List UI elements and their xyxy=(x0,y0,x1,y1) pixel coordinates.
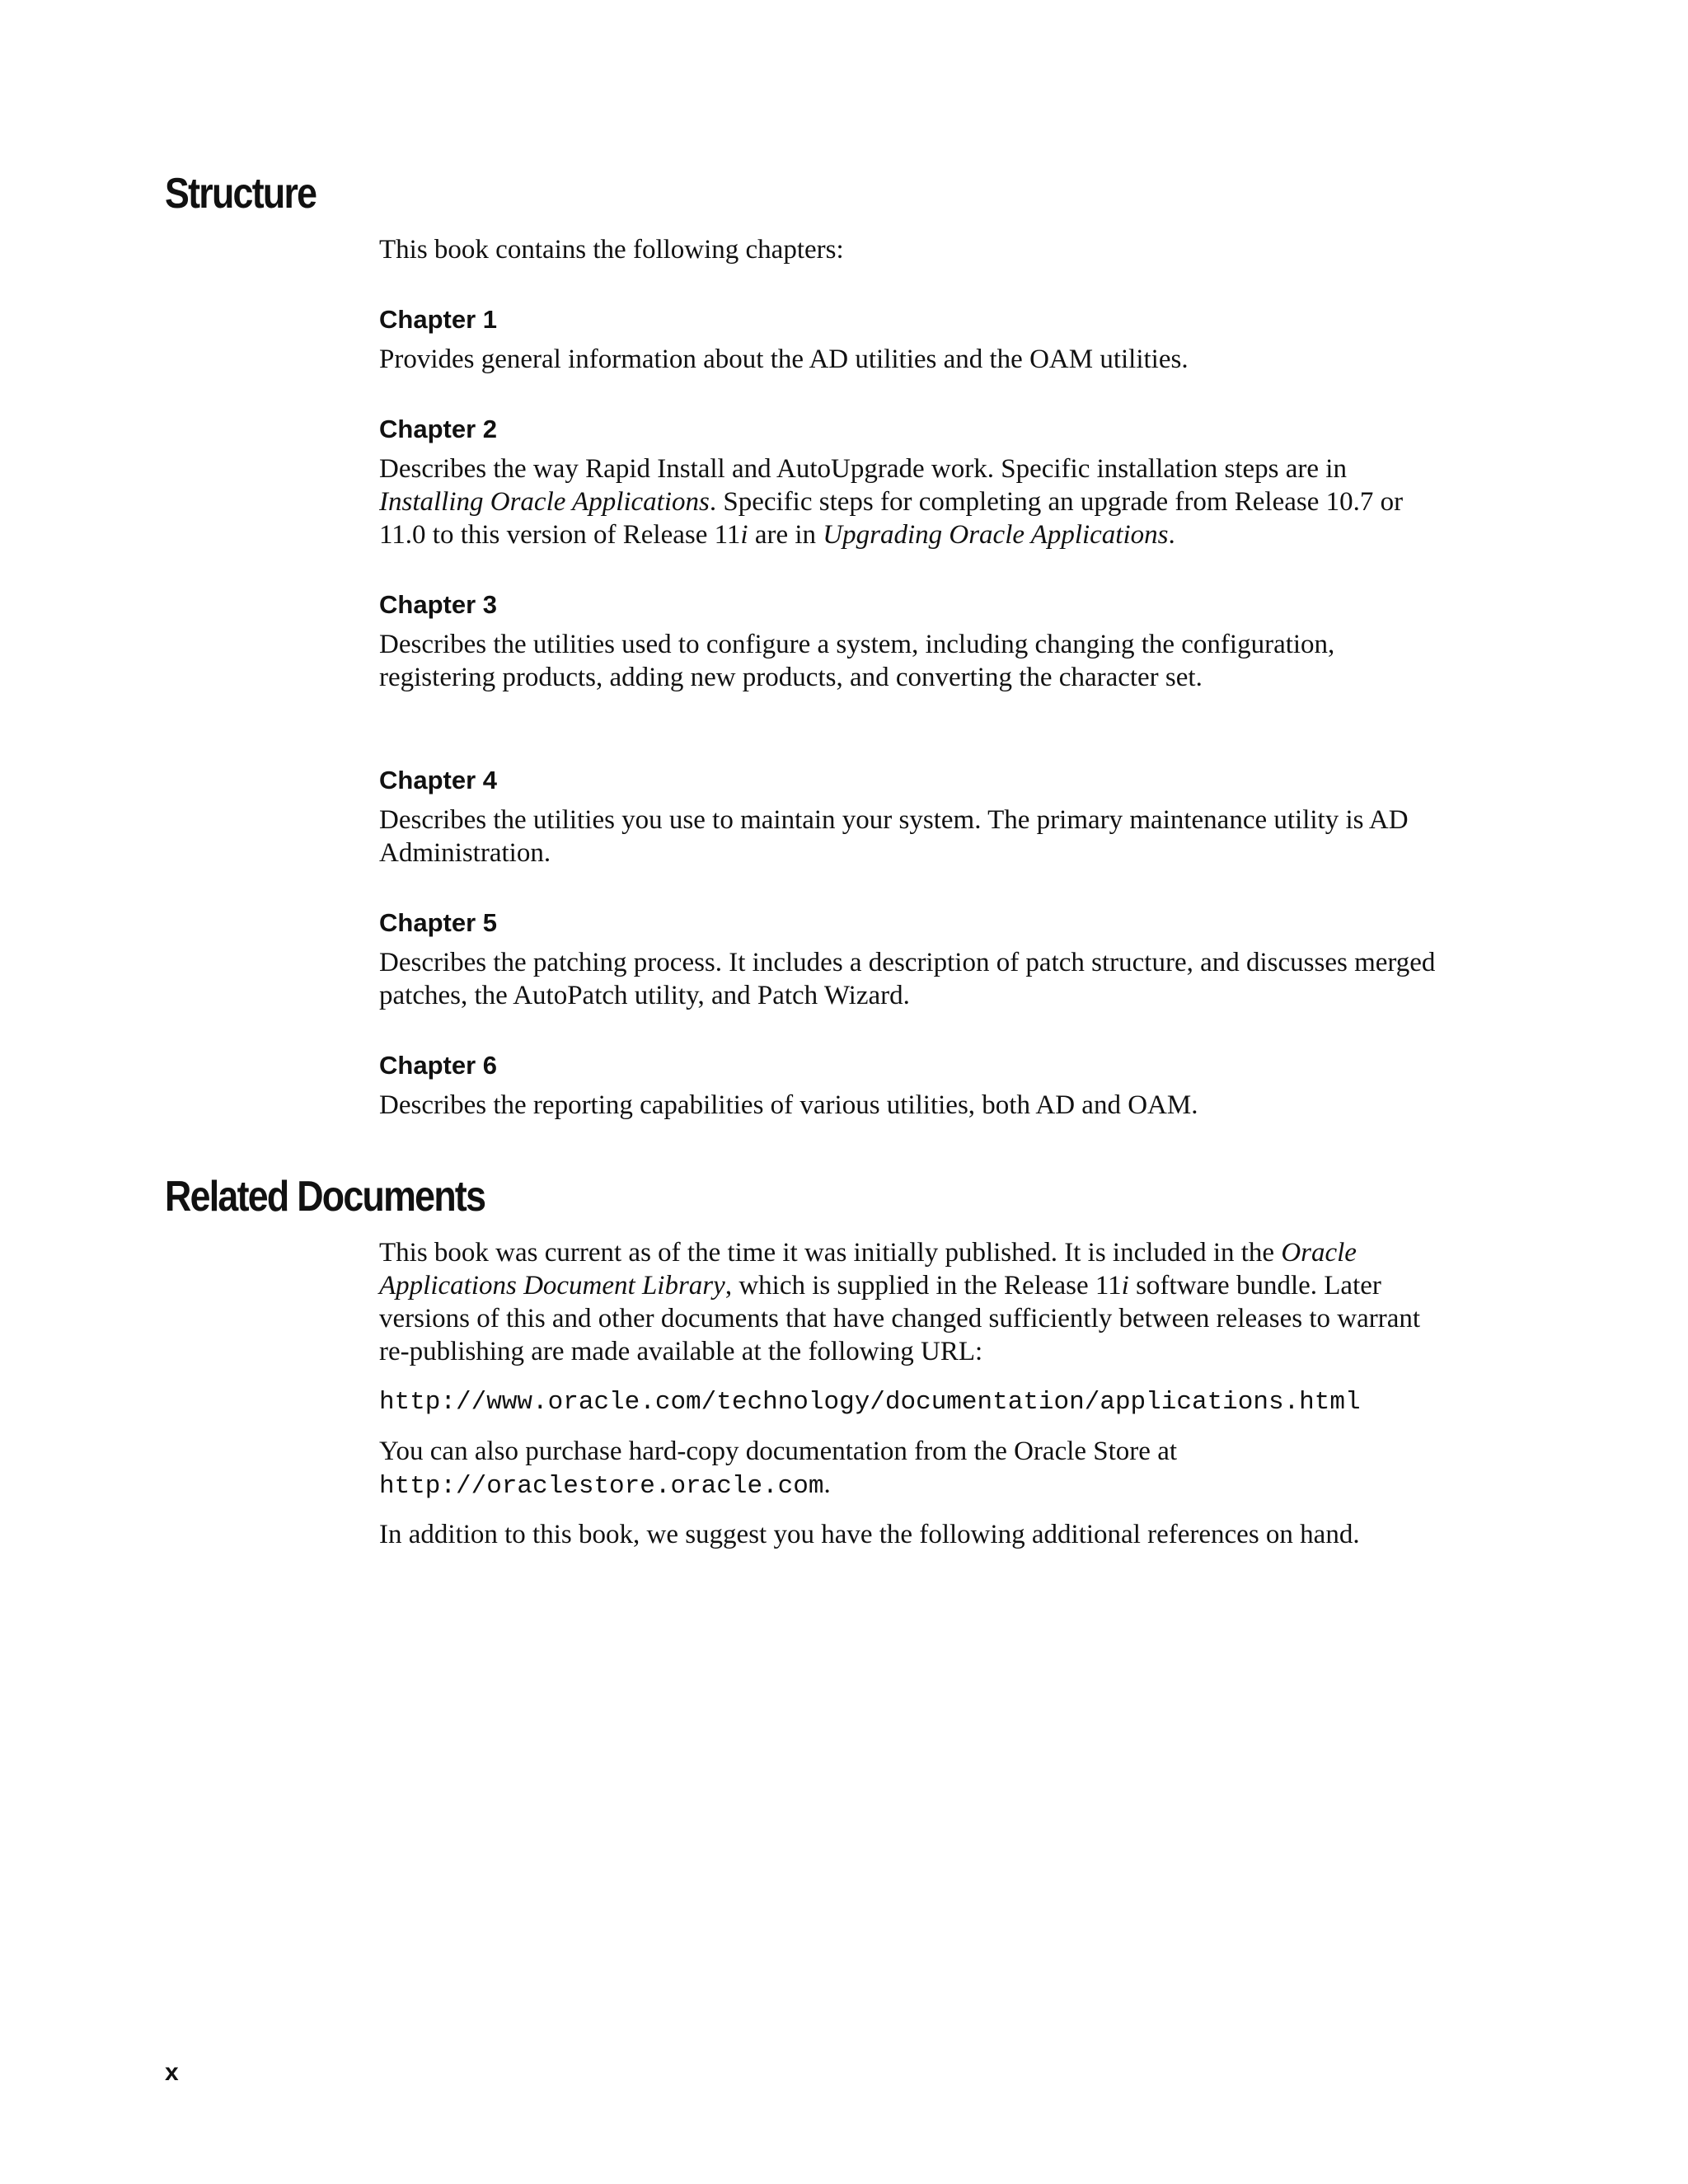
chapter-5-description: Describes the patching process. It includes a description of patch structure, and discusses merged patches, the AutoPatch utility, and Patch Wizard. xyxy=(379,948,1436,1010)
chapter-2-title: Chapter 2 xyxy=(379,415,497,443)
chapter-4-description: Describes the utilities you use to maintain your system. The primary maintenance utility is AD Administration. xyxy=(379,805,1409,868)
related-paragraph-2: You can also purchase hard-copy documentation from the Oracle Store at http://oraclestore.oracle.com. xyxy=(379,1436,1178,1501)
structure-intro: This book contains the following chapters: xyxy=(379,235,844,265)
chapter-3-title: Chapter 3 xyxy=(379,590,497,619)
ref-upgrading-oracle-applications: Upgrading Oracle Applications xyxy=(823,520,1169,550)
chapter-5-title: Chapter 5 xyxy=(379,908,497,937)
chapter-3-description: Describes the utilities used to configure a system, including changing the configuration, registering products, adding new products, and converting the character set. xyxy=(379,630,1335,692)
chapter-1-title: Chapter 1 xyxy=(379,305,497,334)
oracle-store-url: http://oraclestore.oracle.com xyxy=(379,1472,824,1501)
related-documents-heading: Related Documents xyxy=(165,1173,485,1221)
related-paragraph-1: This book was current as of the time it was initially published. It is included in the Oracle Applications Document Library, which is supplied in the Release 11i software bundle. Later versions of this and other documents that have changed sufficiently between releases to warrant re-publishing are made available at the following URL: xyxy=(379,1238,1421,1366)
related-paragraph-3: In addition to this book, we suggest you have the following additional references on hand. xyxy=(379,1520,1360,1549)
chapter-2-description: Describes the way Rapid Install and AutoUpgrade work. Specific installation steps are in Installing Oracle Applications. Specific steps for completing an upgrade from Release 10.7 or 11.0 to this version of Release 11i are in Upgrading Oracle Applications. xyxy=(379,454,1404,550)
chapter-1-description: Provides general information about the AD utilities and the OAM utilities. xyxy=(379,344,1189,374)
structure-heading: Structure xyxy=(165,170,316,218)
chapter-6-description: Describes the reporting capabilities of various utilities, both AD and OAM. xyxy=(379,1090,1198,1120)
chapter-6-title: Chapter 6 xyxy=(379,1051,497,1080)
documentation-url: http://www.oracle.com/technology/documentation/applications.html xyxy=(379,1388,1361,1417)
chapter-4-title: Chapter 4 xyxy=(379,766,497,794)
ref-installing-oracle-applications: Installing Oracle Applications xyxy=(379,487,710,517)
page-number: x xyxy=(165,2059,179,2086)
ref-oracle-applications-document-library: Oracle Applications Document Library xyxy=(379,1238,1357,1301)
